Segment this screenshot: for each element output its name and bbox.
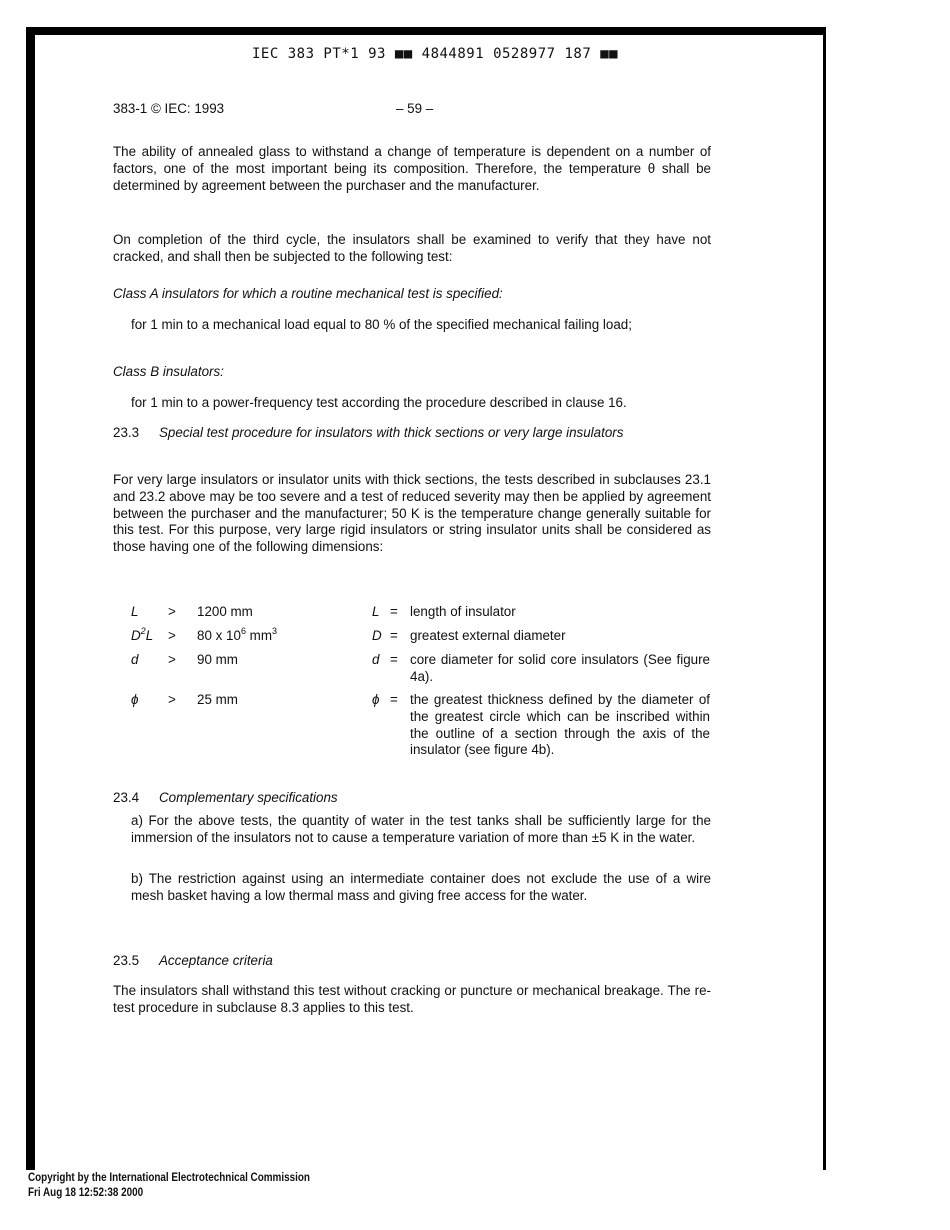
dimension-symbol: L xyxy=(131,604,139,619)
dimension-value: 1200 mm xyxy=(197,604,253,619)
dimension-symbol: $D^2L$ xyxy=(131,626,154,643)
document-header-code: IEC 383 PT*1 93 ■■ 4844891 0528977 187 ■■ xyxy=(252,46,619,62)
dimension-value: 90 mm xyxy=(197,652,238,667)
list-item-b: b) The restriction against using an intermediate container does not exclude the use of a wire mesh basket having a low thermal mass and giving free access for the water. xyxy=(131,871,711,903)
paragraph-acceptance: The insulators shall withstand this test without cracking or puncture or mechanical breakage. The re-test procedure in subclause 8.3 applies to this test. xyxy=(113,983,711,1015)
scan-frame-left xyxy=(26,27,35,1170)
section-title-23-5: Acceptance criteria xyxy=(159,953,273,968)
paragraph-annealed-glass: The ability of annealed glass to withstand a change of temperature is dependent on a number of factors, one of the most important being its composition. Therefore, the temperature θ shall be determined by agreement between the purchaser and the manufacturer. xyxy=(113,144,711,193)
dimension-value: 80 x $10^6$ $mm^3$ xyxy=(197,626,277,643)
section-number-23-3: 23.3 xyxy=(113,425,140,440)
class-a-heading: Class A insulators for which a routine mechanical test is specified: xyxy=(113,286,503,301)
definition-symbol: L xyxy=(372,604,380,619)
section-number-23-4: 23.4 xyxy=(113,790,140,805)
dimension-operator: > xyxy=(168,628,176,643)
definition-symbol: ϕ xyxy=(372,692,380,707)
definition-text: length of insulator xyxy=(410,604,516,619)
scan-frame-right xyxy=(823,35,826,1170)
paragraph-very-large-insulators: For very large insulators or insulator units with thick sections, the tests described in subclauses 23.1 and 23.2 above may be too severe and a test of reduced severity may then be applied by agreement between the purchaser and the manufacturer; 50 K is the temperature change generally suitable for this test. For this purpose, very large rigid insulators or string insulator units shall be considered as those having one of the following dimensions: xyxy=(113,472,711,555)
class-b-heading: Class B insulators: xyxy=(113,364,224,379)
section-title-23-4: Complementary specifications xyxy=(159,790,338,805)
section-number-23-5: 23.5 xyxy=(113,953,140,968)
dimension-symbol: ϕ xyxy=(131,692,139,707)
footer-timestamp: Fri Aug 18 12:52:38 2000 xyxy=(28,1187,144,1199)
dimension-value: 25 mm xyxy=(197,692,238,707)
definition-equals: = xyxy=(390,604,398,619)
dimension-operator: > xyxy=(168,604,176,619)
class-a-test: for 1 min to a mechanical load equal to 80 % of the specified mechanical failing load; xyxy=(131,317,632,332)
scan-frame-top xyxy=(26,27,826,35)
definition-text: the greatest thickness defined by the diameter of the greatest circle which can be inscribed within the outline of a section through the axis of the insulator (see figure 4b). xyxy=(410,692,710,758)
paragraph-third-cycle: On completion of the third cycle, the insulators shall be examined to verify that they have not cracked, and shall then be subjected to the following test: xyxy=(113,232,711,264)
dimension-symbol: d xyxy=(131,652,139,667)
definition-symbol: d xyxy=(372,652,380,667)
page-number: – 59 – xyxy=(396,101,434,116)
definition-equals: = xyxy=(390,652,398,667)
dimension-operator: > xyxy=(168,652,176,667)
definition-equals: = xyxy=(390,628,398,643)
list-item-a: a) For the above tests, the quantity of water in the test tanks shall be sufficiently large for the immersion of the insulators not to cause a temperature variation of more than ±5 K in the water. xyxy=(131,813,711,845)
standard-reference: 383-1 © IEC: 1993 xyxy=(113,101,225,116)
definition-text: core diameter for solid core insulators (See figure 4a). xyxy=(410,652,710,684)
class-b-test: for 1 min to a power-frequency test according the procedure described in clause 16. xyxy=(131,395,627,410)
definition-text: greatest external diameter xyxy=(410,628,566,643)
dimension-operator: > xyxy=(168,692,176,707)
footer-copyright: Copyright by the International Electrotechnical Commission xyxy=(28,1172,310,1184)
definition-symbol: D xyxy=(372,628,382,643)
section-title-23-3: Special test procedure for insulators with thick sections or very large insulators xyxy=(159,425,624,440)
definition-equals: = xyxy=(390,692,398,707)
